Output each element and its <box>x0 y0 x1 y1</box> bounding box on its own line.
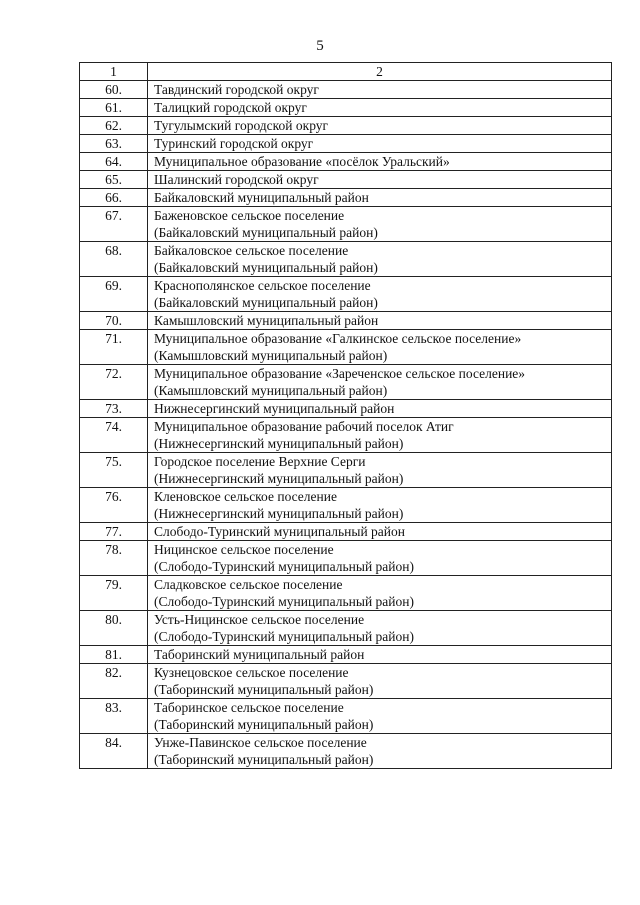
row-name-line: (Слободо-Туринский муниципальный район) <box>154 594 414 609</box>
table-row <box>80 734 612 769</box>
row-number: 79. <box>80 576 148 611</box>
table-row <box>80 117 612 135</box>
row-name-line: Байкаловский муниципальный район <box>154 190 369 205</box>
row-name-line: (Слободо-Туринский муниципальный район) <box>154 559 414 574</box>
row-number: 73. <box>80 400 148 418</box>
table-row <box>80 330 612 365</box>
row-name-line: Тугулымский городской округ <box>154 118 329 133</box>
table-row <box>80 365 612 400</box>
row-name <box>148 207 612 242</box>
row-number: 66. <box>80 189 148 207</box>
row-name <box>148 312 612 330</box>
row-name <box>148 81 612 99</box>
row-name-line: Кленовское сельское поселение <box>154 489 337 504</box>
row-name-line: Тавдинский городской округ <box>154 82 319 97</box>
row-name <box>148 153 612 171</box>
row-name-line: Городское поселение Верхние Серги <box>154 454 366 469</box>
municipalities-table <box>79 62 612 769</box>
row-number: 61. <box>80 99 148 117</box>
row-number: 84. <box>80 734 148 769</box>
row-name <box>148 330 612 365</box>
row-name-line: Краснополянское сельское поселение <box>154 278 371 293</box>
row-name-line: Усть-Ницинское сельское поселение <box>154 612 365 627</box>
row-number: 83. <box>80 699 148 734</box>
row-name <box>148 418 612 453</box>
table-body <box>80 81 612 769</box>
row-name-line: (Нижнесергинский муниципальный район) <box>154 436 404 451</box>
row-name-line: Унже-Павинское сельское поселение <box>154 735 367 750</box>
column-header-number: 1 <box>80 63 148 81</box>
row-number: 81. <box>80 646 148 664</box>
table-row <box>80 99 612 117</box>
row-number: 72. <box>80 365 148 400</box>
row-name-line: Слободо-Туринский муниципальный район <box>154 524 405 539</box>
row-name <box>148 664 612 699</box>
row-name <box>148 189 612 207</box>
row-number: 71. <box>80 330 148 365</box>
row-name-line: Нижнесергинский муниципальный район <box>154 401 395 416</box>
row-name-line: Муниципальное образование рабочий поселок Атиг <box>154 419 454 434</box>
row-number: 80. <box>80 611 148 646</box>
row-number: 69. <box>80 277 148 312</box>
row-name-line: (Таборинский муниципальный район) <box>154 752 374 767</box>
row-number: 63. <box>80 135 148 153</box>
row-name-line: (Байкаловский муниципальный район) <box>154 225 378 240</box>
row-number: 77. <box>80 523 148 541</box>
row-name <box>148 277 612 312</box>
table-row <box>80 135 612 153</box>
table-row <box>80 242 612 277</box>
table-header-row <box>80 63 612 81</box>
row-name-line: (Байкаловский муниципальный район) <box>154 260 378 275</box>
row-name <box>148 576 612 611</box>
row-name-line: (Нижнесергинский муниципальный район) <box>154 471 404 486</box>
table-row <box>80 189 612 207</box>
row-name-line: Ницинское сельское поселение <box>154 542 334 557</box>
row-name <box>148 99 612 117</box>
table-row <box>80 418 612 453</box>
row-name <box>148 523 612 541</box>
row-number: 68. <box>80 242 148 277</box>
table-row <box>80 153 612 171</box>
row-name-line: Шалинский городской округ <box>154 172 319 187</box>
table-row <box>80 81 612 99</box>
row-name-line: Камышловский муниципальный район <box>154 313 379 328</box>
row-number: 75. <box>80 453 148 488</box>
row-name-line: (Камышловский муниципальный район) <box>154 383 388 398</box>
row-name-line: (Таборинский муниципальный район) <box>154 717 374 732</box>
row-name-line: Муниципальное образование «Галкинское сельское поселение» <box>154 331 522 346</box>
row-number: 70. <box>80 312 148 330</box>
table-row <box>80 171 612 189</box>
row-name-line: Талицкий городской округ <box>154 100 307 115</box>
row-number: 82. <box>80 664 148 699</box>
table-row <box>80 453 612 488</box>
row-name-line: Баженовское сельское поселение <box>154 208 345 223</box>
table-row <box>80 523 612 541</box>
row-name <box>148 699 612 734</box>
row-name-line: Муниципальное образование «Зареченское сельское поселение» <box>154 366 526 381</box>
row-name <box>148 400 612 418</box>
row-name <box>148 646 612 664</box>
row-number: 74. <box>80 418 148 453</box>
table-row <box>80 541 612 576</box>
table-row <box>80 312 612 330</box>
row-number: 65. <box>80 171 148 189</box>
row-name-line: Кузнецовское сельское поселение <box>154 665 349 680</box>
row-name <box>148 734 612 769</box>
table-row <box>80 277 612 312</box>
table-row <box>80 400 612 418</box>
row-name <box>148 171 612 189</box>
row-name <box>148 488 612 523</box>
row-name <box>148 135 612 153</box>
row-name-line: Туринский городской округ <box>154 136 314 151</box>
row-name-line: Таборинское сельское поселение <box>154 700 344 715</box>
table-row <box>80 664 612 699</box>
row-name-line: (Таборинский муниципальный район) <box>154 682 374 697</box>
table-row <box>80 488 612 523</box>
row-number: 67. <box>80 207 148 242</box>
row-number: 76. <box>80 488 148 523</box>
row-number: 62. <box>80 117 148 135</box>
row-number: 60. <box>80 81 148 99</box>
row-name-line: Байкаловское сельское поселение <box>154 243 349 258</box>
table-row <box>80 699 612 734</box>
page-number: 5 <box>316 38 324 54</box>
row-number: 64. <box>80 153 148 171</box>
table-row <box>80 207 612 242</box>
row-name-line: Сладковское сельское поселение <box>154 577 343 592</box>
row-number: 78. <box>80 541 148 576</box>
row-name <box>148 365 612 400</box>
table-row <box>80 576 612 611</box>
row-name-line: (Слободо-Туринский муниципальный район) <box>154 629 414 644</box>
row-name <box>148 117 612 135</box>
row-name <box>148 541 612 576</box>
table-row <box>80 646 612 664</box>
row-name-line: (Байкаловский муниципальный район) <box>154 295 378 310</box>
row-name <box>148 453 612 488</box>
row-name-line: (Нижнесергинский муниципальный район) <box>154 506 404 521</box>
row-name <box>148 242 612 277</box>
row-name-line: (Камышловский муниципальный район) <box>154 348 388 363</box>
table-row <box>80 611 612 646</box>
row-name-line: Таборинский муниципальный район <box>154 647 365 662</box>
row-name-line: Муниципальное образование «посёлок Уральский» <box>154 154 450 169</box>
row-name <box>148 611 612 646</box>
column-header-name: 2 <box>148 63 612 81</box>
